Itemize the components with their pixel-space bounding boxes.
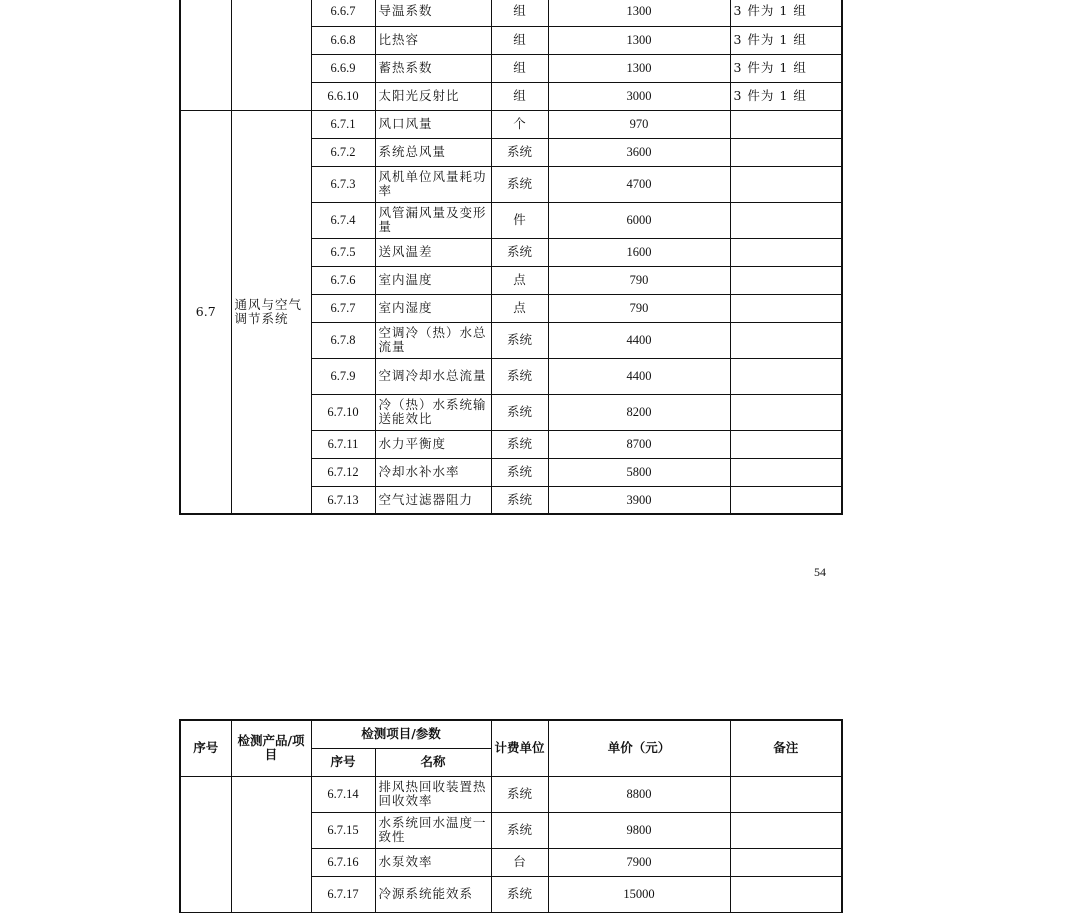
item-code: 6.6.9 bbox=[311, 54, 375, 82]
item-remark bbox=[730, 166, 842, 202]
header-sub-no: 序号 bbox=[311, 748, 375, 776]
item-name: 导温系数 bbox=[375, 0, 491, 26]
section-no-cell: 6.7 bbox=[180, 110, 231, 514]
item-remark bbox=[730, 776, 842, 812]
header-product: 检测产品/项目 bbox=[231, 720, 311, 776]
item-name: 冷却水补水率 bbox=[375, 458, 491, 486]
item-code: 6.7.14 bbox=[311, 776, 375, 812]
item-unit: 系统 bbox=[491, 812, 548, 848]
header-unit: 计费单位 bbox=[491, 720, 548, 776]
item-unit: 系统 bbox=[491, 876, 548, 912]
item-code: 6.7.2 bbox=[311, 138, 375, 166]
item-code: 6.7.7 bbox=[311, 294, 375, 322]
item-remark bbox=[730, 110, 842, 138]
item-price: 6000 bbox=[548, 202, 730, 238]
item-unit: 组 bbox=[491, 26, 548, 54]
item-price: 4400 bbox=[548, 322, 730, 358]
item-remark: 3 件为 1 组 bbox=[730, 54, 842, 82]
item-unit: 系统 bbox=[491, 138, 548, 166]
item-unit: 台 bbox=[491, 848, 548, 876]
item-code: 6.7.8 bbox=[311, 322, 375, 358]
item-code: 6.7.6 bbox=[311, 266, 375, 294]
table-row bbox=[180, 110, 842, 138]
category-cell bbox=[231, 0, 311, 110]
item-remark bbox=[730, 876, 842, 912]
item-name: 冷（热）水系统输送能效比 bbox=[375, 394, 491, 430]
item-code: 6.7.9 bbox=[311, 358, 375, 394]
header-row bbox=[180, 720, 842, 748]
item-unit: 系统 bbox=[491, 458, 548, 486]
item-unit: 系统 bbox=[491, 430, 548, 458]
item-name: 水泵效率 bbox=[375, 848, 491, 876]
item-name: 空调冷却水总流量 bbox=[375, 358, 491, 394]
item-unit: 点 bbox=[491, 266, 548, 294]
item-price: 4700 bbox=[548, 166, 730, 202]
item-unit: 组 bbox=[491, 0, 548, 26]
item-price: 5800 bbox=[548, 458, 730, 486]
item-name: 风机单位风量耗功率 bbox=[375, 166, 491, 202]
item-code: 6.7.15 bbox=[311, 812, 375, 848]
header-price: 单价（元） bbox=[548, 720, 730, 776]
item-remark: 3 件为 1 组 bbox=[730, 26, 842, 54]
item-unit: 系统 bbox=[491, 166, 548, 202]
item-unit: 件 bbox=[491, 202, 548, 238]
item-name: 系统总风量 bbox=[375, 138, 491, 166]
item-code: 6.6.8 bbox=[311, 26, 375, 54]
item-remark bbox=[730, 848, 842, 876]
item-remark bbox=[730, 294, 842, 322]
item-code: 6.7.12 bbox=[311, 458, 375, 486]
item-name: 空调冷（热）水总流量 bbox=[375, 322, 491, 358]
item-name: 室内湿度 bbox=[375, 294, 491, 322]
item-code: 6.7.17 bbox=[311, 876, 375, 912]
item-name: 排风热回收装置热回收效率 bbox=[375, 776, 491, 812]
item-unit: 个 bbox=[491, 110, 548, 138]
item-price: 970 bbox=[548, 110, 730, 138]
item-name: 室内温度 bbox=[375, 266, 491, 294]
item-name: 蓄热系数 bbox=[375, 54, 491, 82]
item-code: 6.6.10 bbox=[311, 82, 375, 110]
section-no-cell bbox=[180, 776, 231, 912]
item-remark: 3 件为 1 组 bbox=[730, 0, 842, 26]
item-code: 6.7.10 bbox=[311, 394, 375, 430]
item-unit: 组 bbox=[491, 82, 548, 110]
item-price: 8200 bbox=[548, 394, 730, 430]
item-unit: 系统 bbox=[491, 322, 548, 358]
item-name: 水力平衡度 bbox=[375, 430, 491, 458]
item-unit: 系统 bbox=[491, 358, 548, 394]
page-number: 54 bbox=[814, 565, 826, 579]
item-price: 3900 bbox=[548, 486, 730, 514]
item-price: 8800 bbox=[548, 776, 730, 812]
item-name: 水系统回水温度一致性 bbox=[375, 812, 491, 848]
item-remark bbox=[730, 394, 842, 430]
item-code: 6.7.16 bbox=[311, 848, 375, 876]
category-cell: 通风与空气调节系统 bbox=[231, 110, 311, 514]
item-unit: 系统 bbox=[491, 486, 548, 514]
table-row bbox=[180, 776, 842, 812]
header-sub-name: 名称 bbox=[375, 748, 491, 776]
header-items: 检测项目/参数 bbox=[311, 720, 491, 748]
category-cell bbox=[231, 776, 311, 912]
item-remark bbox=[730, 812, 842, 848]
item-unit: 组 bbox=[491, 54, 548, 82]
header-remark: 备注 bbox=[730, 720, 842, 776]
item-code: 6.7.3 bbox=[311, 166, 375, 202]
item-price: 7900 bbox=[548, 848, 730, 876]
price-table-top bbox=[179, 0, 843, 515]
item-price: 15000 bbox=[548, 876, 730, 912]
item-name: 太阳光反射比 bbox=[375, 82, 491, 110]
item-code: 6.7.1 bbox=[311, 110, 375, 138]
item-remark bbox=[730, 458, 842, 486]
header-no: 序号 bbox=[180, 720, 231, 776]
item-remark bbox=[730, 486, 842, 514]
item-code: 6.7.11 bbox=[311, 430, 375, 458]
item-unit: 点 bbox=[491, 294, 548, 322]
item-remark: 3 件为 1 组 bbox=[730, 82, 842, 110]
item-name: 比热容 bbox=[375, 26, 491, 54]
table-row bbox=[180, 0, 842, 26]
item-name: 空气过滤器阻力 bbox=[375, 486, 491, 514]
item-name: 冷源系统能效系 bbox=[375, 876, 491, 912]
item-name: 风管漏风量及变形量 bbox=[375, 202, 491, 238]
item-price: 790 bbox=[548, 294, 730, 322]
item-price: 8700 bbox=[548, 430, 730, 458]
item-unit: 系统 bbox=[491, 776, 548, 812]
item-price: 1300 bbox=[548, 0, 730, 26]
item-code: 6.7.5 bbox=[311, 238, 375, 266]
item-price: 790 bbox=[548, 266, 730, 294]
item-price: 3600 bbox=[548, 138, 730, 166]
item-remark bbox=[730, 138, 842, 166]
item-price: 1600 bbox=[548, 238, 730, 266]
item-unit: 系统 bbox=[491, 238, 548, 266]
item-price: 3000 bbox=[548, 82, 730, 110]
item-remark bbox=[730, 430, 842, 458]
item-name: 风口风量 bbox=[375, 110, 491, 138]
item-code: 6.7.13 bbox=[311, 486, 375, 514]
item-remark bbox=[730, 202, 842, 238]
item-code: 6.7.4 bbox=[311, 202, 375, 238]
item-price: 1300 bbox=[548, 26, 730, 54]
item-price: 4400 bbox=[548, 358, 730, 394]
item-price: 1300 bbox=[548, 54, 730, 82]
item-code: 6.6.7 bbox=[311, 0, 375, 26]
price-table-bottom bbox=[179, 719, 843, 913]
item-remark bbox=[730, 266, 842, 294]
item-name: 送风温差 bbox=[375, 238, 491, 266]
item-remark bbox=[730, 358, 842, 394]
item-unit: 系统 bbox=[491, 394, 548, 430]
item-remark bbox=[730, 322, 842, 358]
item-price: 9800 bbox=[548, 812, 730, 848]
section-no-cell bbox=[180, 0, 231, 110]
item-remark bbox=[730, 238, 842, 266]
